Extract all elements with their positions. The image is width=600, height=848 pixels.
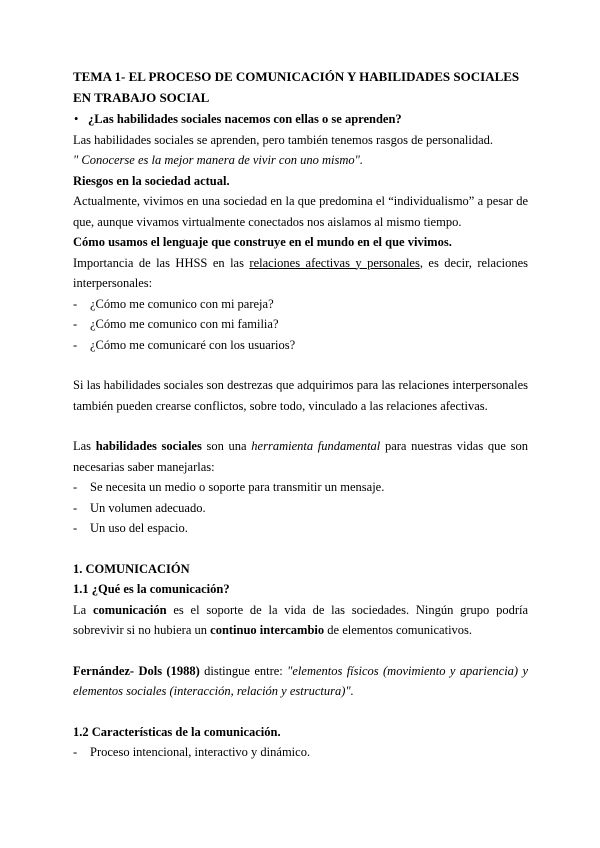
text-span: La (73, 602, 93, 617)
paragraph-herramienta (73, 436, 528, 477)
spacer (73, 539, 528, 559)
heading-lenguaje: Cómo usamos el lenguaje que construye en el mundo en el que vivimos. (73, 235, 452, 249)
text-span: de elementos comunicativos. (324, 623, 473, 637)
list-requisitos (73, 477, 528, 539)
text-span: son una (201, 439, 252, 453)
text-span: Importancia de las HHSS en las (73, 255, 250, 270)
italic-text: "elementos físicos (movimiento y apariencia) y elementos sociales (interacción, relación y estructura)". (73, 663, 528, 698)
list-item: - Un volumen adecuado. (73, 498, 528, 519)
list-caracteristicas (73, 742, 528, 763)
paragraph-importancia (73, 253, 528, 294)
heading-comunicacion: 1. COMUNICACIÓN (73, 561, 190, 576)
paragraph-comunicacion (73, 600, 528, 641)
heading-riesgos: Riesgos en la sociedad actual. (73, 173, 230, 188)
list-item: - Se necesita un medio o soporte para transmitir un mensaje. (73, 477, 528, 498)
list-item: - Un uso del espacio. (73, 518, 528, 539)
paragraph-fernandez (73, 661, 528, 702)
text-span: , es decir, relaciones interpersonales: (73, 255, 528, 290)
spacer (73, 641, 528, 661)
paragraph-habilidades: Las habilidades sociales se aprenden, pero también tenemos rasgos de personalidad. (73, 132, 494, 147)
underlined-text: relaciones afectivas y personales (249, 255, 420, 270)
paragraph-individualismo: Actualmente, vivimos en una sociedad en la que predomina el “individualismo” a pesar de que, aunque vivamos virtualmente conectados nos aislamos al mismo tiempo. (73, 194, 528, 229)
list-item: - ¿Cómo me comunico con mi familia? (73, 314, 528, 335)
text-span: distingue entre: (199, 663, 288, 678)
spacer (73, 416, 528, 436)
spacer (73, 355, 528, 375)
bold-text: Fernández- Dols (1988) (73, 663, 200, 678)
quote: " Conocerse es la mejor manera de vivir con uno mismo". (73, 153, 363, 167)
question-bullet: • ¿Las habilidades sociales nacemos con ellas o se aprenden? (73, 109, 528, 130)
page-title: TEMA 1- EL PROCESO DE COMUNICACIÓN Y HABILIDADES SOCIALES EN TRABAJO SOCIAL (73, 69, 520, 105)
list-preguntas (73, 294, 528, 356)
text-span: es el soporte de la vida de las sociedades. Ningún grupo podría sobrevivir si no hubiera un (73, 602, 529, 637)
paragraph-conflictos: Si las habilidades sociales son destrezas que adquirimos para las relaciones interpersonales también pueden crearse conflictos, sobre todo, vinculado a las relaciones afectivas. (73, 378, 528, 413)
bold-text: habilidades sociales (95, 439, 202, 453)
document-page (73, 66, 528, 763)
italic-text: herramienta fundamental (251, 439, 381, 453)
list-item: - ¿Cómo me comunicaré con los usuarios? (73, 335, 528, 356)
bold-text: comunicación (92, 602, 167, 617)
list-item: - ¿Cómo me comunico con mi pareja? (73, 294, 528, 315)
text-span: Las (73, 439, 96, 453)
bold-text: continuo intercambio (210, 623, 325, 637)
heading-que-es: 1.1 ¿Qué es la comunicación? (73, 582, 230, 596)
heading-caracteristicas: 1.2 Características de la comunicación. (73, 724, 281, 739)
list-item: - Proceso intencional, interactivo y dinámico. (73, 742, 528, 763)
text-span: para nuestras vidas que son necesarias saber manejarlas: (73, 439, 528, 474)
spacer (73, 702, 528, 722)
